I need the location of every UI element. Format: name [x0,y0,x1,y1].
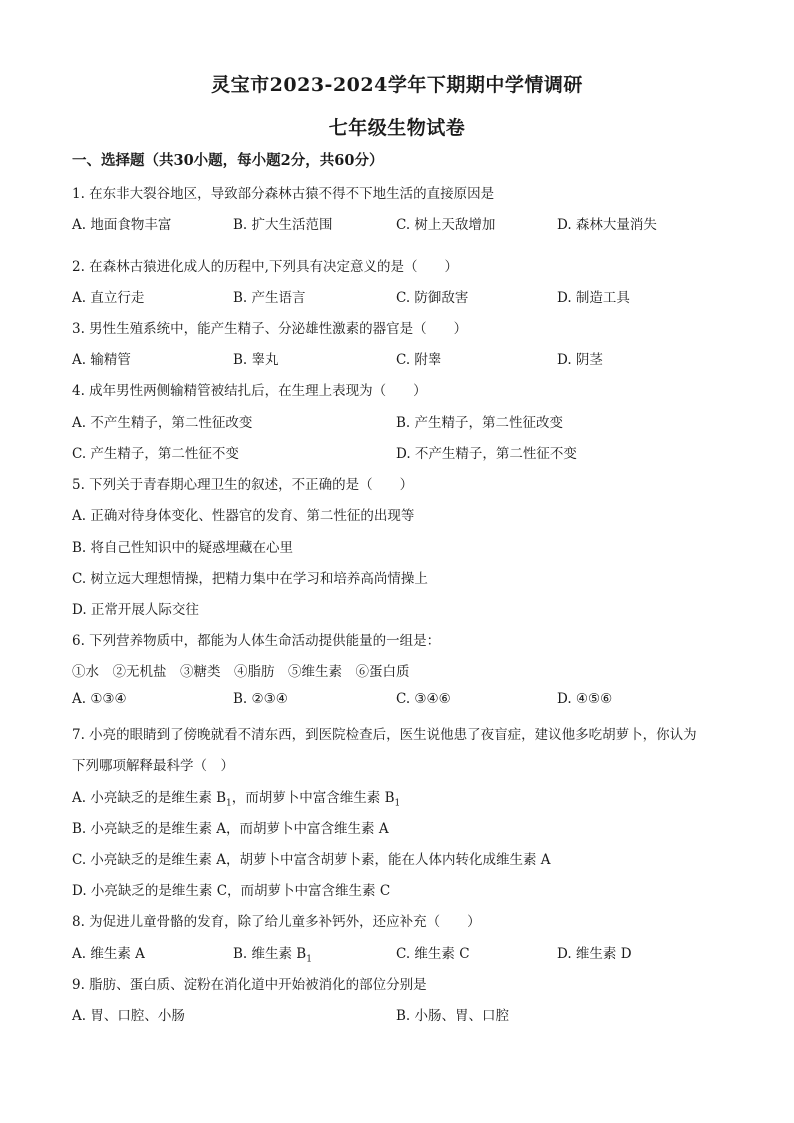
subscript: 1 [394,798,401,809]
q5-option-c: C. 树立远大理想情操，把精力集中在学习和培养高尚情操上 [72,571,428,587]
q6-option-a: A. ①③④ [72,691,127,707]
q6-option-c: C. ③④⑥ [396,691,451,707]
q1-option-a: A. 地面食物丰富 [72,217,172,233]
q6-option-b: B. ②③④ [233,691,288,707]
q7-option-a [72,786,400,809]
q8-option-a: A. 维生素 A [72,946,145,962]
q6-option-d: D. ④⑤⑥ [557,691,613,707]
q4-option-a: A. 不产生精子，第二性征改变 [72,415,253,431]
subscript: 1 [306,954,312,965]
q8-option-b-text: B. 维生素 B [233,946,307,962]
q3-option-a: A. 输精管 [72,352,131,368]
q4-option-b: B. 产生精子，第二性征改变 [396,415,564,431]
question-5-stem: 5. 下列关于青春期心理卫生的叙述，不正确的是（ ） [72,477,414,493]
question-6-items: ①水 ②无机盐 ③糖类 ④脂肪 ⑤维生素 ⑥蛋白质 [72,664,410,680]
q3-option-d: D. 阴茎 [557,352,603,368]
q9-option-a: A. 胃、口腔、小肠 [72,1008,185,1024]
question-3-stem: 3. 男性生殖系统中，能产生精子、分泌雄性激素的器官是（ ） [72,321,468,337]
exam-title: 灵宝市2023-2024学年下期期中学情调研 [211,74,583,96]
q7-option-c: C. 小亮缺乏的是维生素 A，胡萝卜中富含胡萝卜素，能在人体内转化成维生素 A [72,852,551,868]
q5-option-d: D. 正常开展人际交往 [72,602,199,618]
q2-option-b: B. 产生语言 [233,290,306,306]
question-9-stem: 9. 脂肪、蛋白质、淀粉在消化道中开始被消化的部位分别是 [72,977,427,993]
question-1-stem: 1. 在东非大裂谷地区，导致部分森林古猿不得不下地生活的直接原因是 [72,186,495,202]
q9-option-b: B. 小肠、胃、口腔 [396,1008,510,1024]
question-4-stem: 4. 成年男性两侧输精管被结扎后，在生理上表现为（ ） [72,383,427,399]
question-8-stem: 8. 为促进儿童骨骼的发育，除了给儿童多补钙外，还应补充（ ） [72,914,481,930]
q1-option-c: C. 树上天敌增加 [396,217,496,233]
q2-option-c: C. 防御敌害 [396,290,469,306]
q7-option-a-text: A. 小亮缺乏的是维生素 B [72,790,227,806]
q7-option-b: B. 小亮缺乏的是维生素 A，而胡萝卜中富含维生素 A [72,821,389,837]
q4-option-c: C. 产生精子，第二性征不变 [72,446,239,462]
q5-option-a: A. 正确对待身体变化、性器官的发育、第二性征的出现等 [72,508,415,524]
question-6-stem: 6. 下列营养物质中，都能为人体生命活动提供能量的一组是： [72,633,441,649]
q1-option-b: B. 扩大生活范围 [233,217,333,233]
q2-option-a: A. 直立行走 [72,290,145,306]
q7-option-d: D. 小亮缺乏的是维生素 C，而胡萝卜中富含维生素 C [72,883,391,899]
exam-subtitle: 七年级生物试卷 [328,117,466,139]
section-heading: 一、选择题（共30小题，每小题2分，共60分） [72,152,384,169]
question-7-stem: 7. 小亮的眼睛到了傍晚就看不清东西，到医院检查后，医生说他患了夜盲症，建议他多吃胡萝卜，你认为 [72,727,697,743]
q8-option-b [233,942,312,965]
q8-option-c: C. 维生素 C [396,946,470,962]
q5-option-b: B. 将自己性知识中的疑惑埋藏在心里 [72,540,294,556]
q2-option-d: D. 制造工具 [557,290,630,306]
q3-option-b: B. 睾丸 [233,352,279,368]
question-7-stem-line2: 下列哪项解释最科学（ ） [72,758,234,774]
q3-option-c: C. 附睾 [396,352,442,368]
q1-option-d: D. 森林大量消失 [557,217,657,233]
subscript: 1 [226,798,232,809]
question-2-stem: 2. 在森林古猿进化成人的历程中,下列具有决定意义的是（ ） [72,259,458,275]
q7-option-a-text-2: ，而胡萝卜中富含维生素 B [231,790,395,806]
q4-option-d: D. 不产生精子，第二性征不变 [396,446,577,462]
q8-option-d: D. 维生素 D [557,946,632,962]
